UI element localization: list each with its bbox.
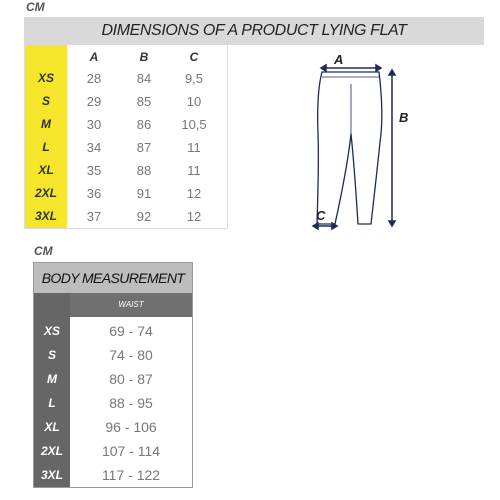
table-row bbox=[25, 205, 229, 228]
body-measurement-table bbox=[33, 262, 193, 488]
size-label: 3XL bbox=[40, 468, 63, 482]
waist-value: 96 - 106 bbox=[105, 419, 157, 435]
flat-dimensions-table bbox=[24, 45, 228, 229]
cell-a: 30 bbox=[86, 117, 102, 132]
table-row bbox=[25, 136, 229, 159]
measure-b-arrow bbox=[389, 70, 395, 226]
size-label: L bbox=[42, 140, 50, 154]
table-row bbox=[34, 319, 192, 343]
cell-b: 88 bbox=[136, 163, 152, 178]
label-a: A bbox=[334, 52, 344, 67]
cell-b: 84 bbox=[136, 71, 152, 86]
size-label: 2XL bbox=[40, 444, 63, 458]
table-row bbox=[34, 343, 192, 367]
body-unit-label: CM bbox=[34, 244, 53, 258]
cell-c: 10,5 bbox=[181, 117, 207, 132]
cell-c: 9,5 bbox=[184, 71, 204, 86]
size-label: XL bbox=[38, 163, 54, 177]
cell-a: 35 bbox=[86, 163, 102, 178]
size-label: M bbox=[41, 117, 51, 131]
size-label: XS bbox=[43, 324, 60, 338]
table-row bbox=[25, 67, 229, 90]
cell-c: 12 bbox=[186, 209, 202, 224]
cell-c: 10 bbox=[186, 94, 202, 109]
measure-a-arrow bbox=[321, 65, 381, 71]
size-label: 3XL bbox=[34, 209, 57, 223]
table-row bbox=[34, 439, 192, 463]
table-row bbox=[34, 415, 192, 439]
size-label: 2XL bbox=[34, 186, 57, 200]
waist-value: 69 - 74 bbox=[109, 323, 153, 339]
cell-c: 11 bbox=[187, 163, 201, 178]
pants-outline bbox=[317, 72, 382, 224]
cell-c: 11 bbox=[187, 140, 201, 155]
cell-b: 87 bbox=[136, 140, 152, 155]
label-b: B bbox=[399, 110, 409, 125]
table-row bbox=[34, 463, 192, 487]
flat-unit-label: CM bbox=[26, 0, 45, 14]
waist-value: 107 - 114 bbox=[101, 443, 161, 459]
waist-value: 74 - 80 bbox=[109, 347, 153, 363]
cell-b: 86 bbox=[136, 117, 152, 132]
table-row bbox=[25, 159, 229, 182]
size-label: XL bbox=[44, 420, 60, 434]
waist-value: 117 - 122 bbox=[101, 467, 161, 483]
cell-b: 92 bbox=[136, 209, 152, 224]
table-row bbox=[34, 391, 192, 415]
header-a: A bbox=[89, 50, 99, 64]
size-label: XS bbox=[37, 71, 54, 85]
flat-table-title: DIMENSIONS OF A PRODUCT LYING FLAT bbox=[24, 17, 484, 45]
table-row bbox=[25, 90, 229, 113]
cell-a: 29 bbox=[86, 94, 102, 109]
table-row bbox=[34, 367, 192, 391]
size-label: S bbox=[47, 348, 56, 362]
size-label: S bbox=[41, 94, 50, 108]
size-label: L bbox=[48, 396, 56, 410]
pants-diagram bbox=[296, 52, 420, 232]
cell-a: 36 bbox=[86, 186, 102, 201]
waist-header: WAIST bbox=[70, 293, 192, 317]
waist-value: 88 - 95 bbox=[109, 395, 153, 411]
cell-a: 28 bbox=[86, 71, 102, 86]
cell-a: 37 bbox=[86, 209, 102, 224]
header-b: B bbox=[139, 50, 149, 64]
cell-b: 91 bbox=[136, 186, 152, 201]
label-c: C bbox=[316, 208, 326, 223]
cell-c: 12 bbox=[186, 186, 202, 201]
header-c: C bbox=[189, 50, 199, 64]
waist-value: 80 - 87 bbox=[109, 371, 153, 387]
cell-a: 34 bbox=[86, 140, 102, 155]
table-row bbox=[25, 113, 229, 136]
body-table-title: BODY MEASUREMENT bbox=[34, 263, 192, 293]
size-label: M bbox=[47, 372, 57, 386]
cell-b: 85 bbox=[136, 94, 152, 109]
table-row bbox=[25, 182, 229, 205]
